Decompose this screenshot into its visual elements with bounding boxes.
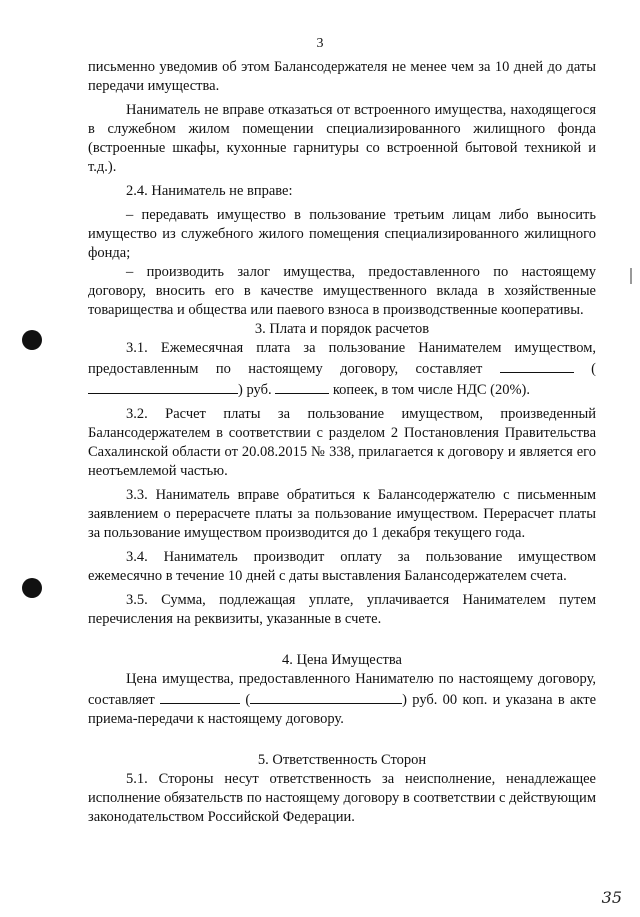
clause-3-1 [88, 339, 596, 400]
amount-words-blank [88, 379, 238, 394]
clause-5-1: 5.1. Стороны несут ответственность за неисполнение, ненадлежащее исполнение обязательств по настоящему договору в соответствии с действующим законодательством Российской Федерации. [88, 771, 596, 825]
price-blank [160, 689, 240, 704]
price-words-blank [250, 689, 402, 704]
section-heading-4: 4. Цена Имущества [282, 652, 402, 668]
clause-2-4: 2.4. Наниматель не вправе: [126, 183, 293, 199]
clause-4 [88, 670, 596, 729]
clause-3-3: 3.3. Наниматель вправе обратиться к Балансодержателю с письменным заявлением о перерасчете платы за пользование имуществом. Перерасчет платы за пользование имуществом производится до 1 декабря текущего года. [88, 487, 596, 541]
section-heading-5: 5. Ответственность Сторон [257, 752, 427, 768]
paren-open: ( [591, 361, 597, 377]
section-heading-3: 3. Плата и порядок расчетов [254, 321, 430, 337]
kopeks-label: копеек, в том числе НДС (20%). [332, 382, 531, 398]
handwritten-page-number: 35 [601, 888, 622, 907]
clause-3-1-text: 3.1. Ежемесячная плата за пользование Нанимателем имуществом, предоставленным по настоящему договору, составляет [88, 340, 596, 377]
clause-4-text: Цена имущества, предоставленного Нанимателю по настоящему договору, составляет [88, 671, 596, 708]
page-number: 3 [316, 36, 324, 51]
margin-mark [630, 268, 632, 284]
clause-2-4-item-1: – передавать имущество в пользование третьим лицам либо выносить имущество из служебного жилого помещения специализированного жилищного фонда; [88, 207, 596, 261]
clause-3-2: 3.2. Расчет платы за пользование имуществом, произведенный Балансодержателем в соответствии с разделом 2 Постановления Правительства Сахалинской области от 20.08.2015 № 338, прилагается к договору и является его неотъемлемой частью. [88, 406, 596, 479]
paragraph-builtin-property: Наниматель не вправе отказаться от встроенного имущества, находящегося в служебном жилом помещении специализированного жилищного фонда (встроенные шкафы, кухонные гарнитуры со встроенной бытовой техникой и т.д.). [88, 102, 596, 175]
document-body [88, 58, 596, 827]
paragraph-continuation: письменно уведомив об этом Балансодержателя не менее чем за 10 дней до даты передачи имущества. [88, 59, 596, 94]
clause-3-5: 3.5. Сумма, подлежащая уплате, уплачивается Нанимателем путем перечисления на реквизиты, указанные в счете. [88, 592, 596, 627]
clause-2-4-item-2: – производить залог имущества, предоставленного по настоящему договору, вносить его в качестве имущественного вклада в хозяйственные товарищества и общества или паевого взноса в производственные кооперативы. [88, 264, 596, 318]
punch-hole-bottom [22, 578, 42, 598]
kopeks-blank [275, 379, 329, 394]
clause-4-tail: ) руб. 00 коп. и указана в акте приема-передачи к настоящему договору. [88, 692, 597, 727]
punch-hole-top [22, 330, 42, 350]
clause-3-4: 3.4. Наниматель производит оплату за пользование имуществом ежемесячно в течение 10 дней с даты выставления Балансодержателем счета. [88, 549, 596, 584]
rub-label: ) руб. [238, 382, 272, 398]
paren-open: ( [245, 692, 251, 708]
amount-blank [500, 358, 574, 373]
